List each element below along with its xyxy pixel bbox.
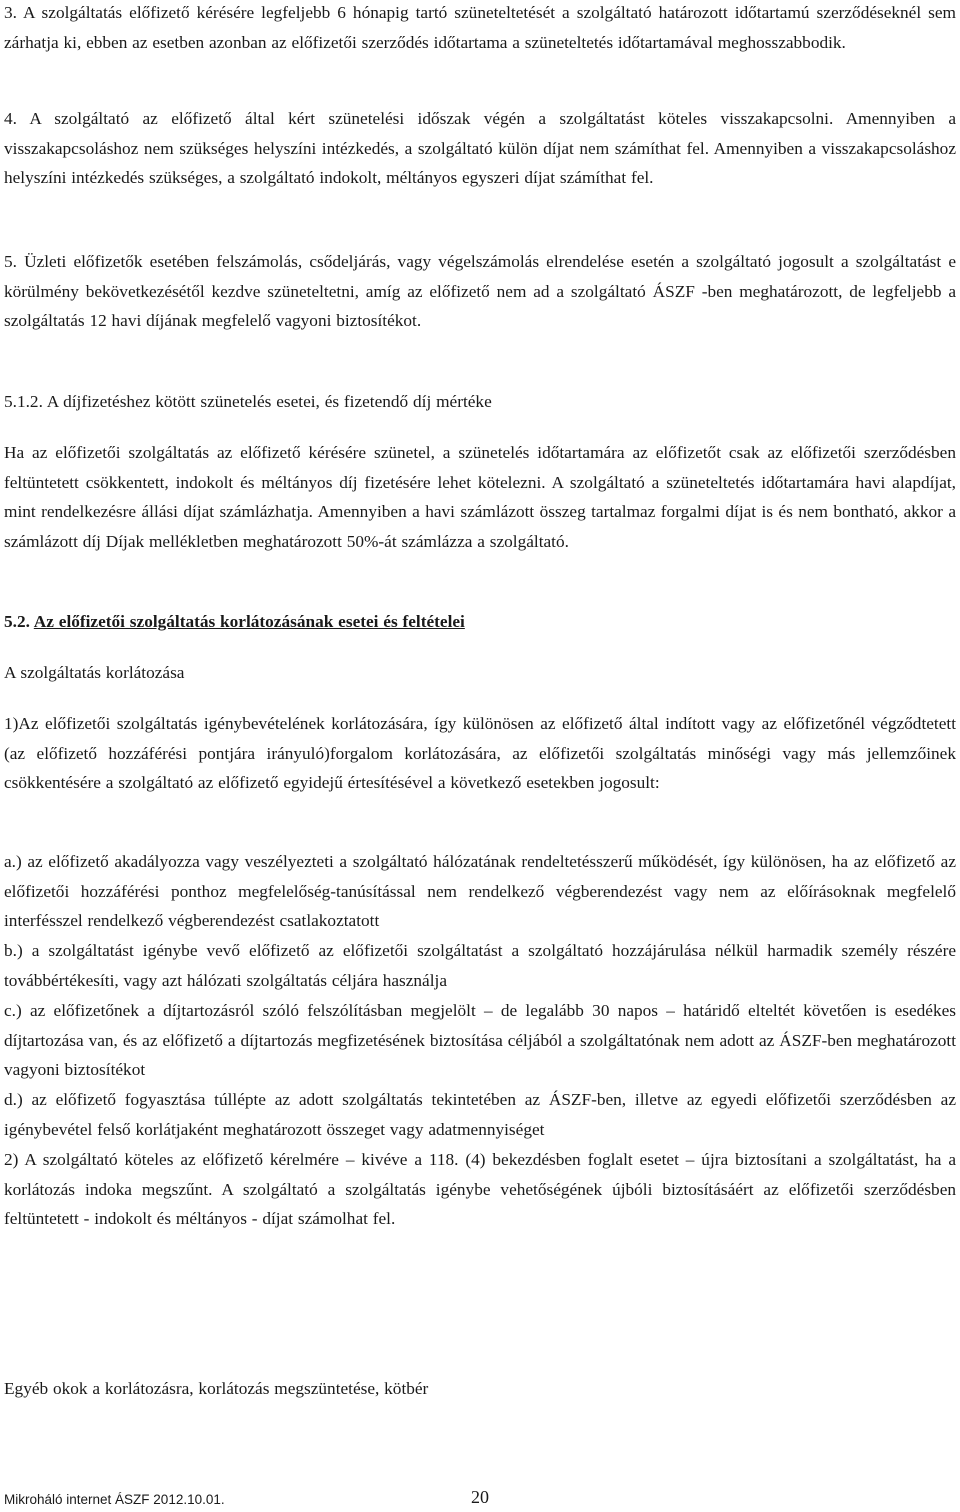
paragraph-5: 5. Üzleti előfizetők esetében felszámolás, csődeljárás, vagy végelszámolás elrendelése esetén a szolgáltató jogosult a szolgáltatást e körülmény bekövetkezésétől kezdve szüneteltetni, amíg az előfizető nem ad a szolgáltató ÁSZF -ben meghatározott, de legfeljebb a szolgáltatás 12 havi díjának megfelelő vagyoni biztosítékot. [4,252,956,331]
subheading-restriction: A szolgáltatás korlátozása [4,663,185,682]
section-heading-5-1-2: 5.1.2. A díjfizetéshez kötött szünetelés esetei, és fizetendő díj mértéke [4,392,492,411]
paragraph-item-d: d.) az előfizető fogyasztása túllépte az adott szolgáltatás tekintetében az ÁSZF-ben, illetve az egyedi előfizetői szerződésben az igénybevétel felső korlátjaként meghatározott összeget vagy adatmennyiséget [4,1090,956,1139]
footer-document-name: Mikroháló internet ÁSZF 2012.10.01. [4,1492,225,1507]
section-number: 5.2. [4,612,30,631]
paragraph-restriction-2: 2) A szolgáltató köteles az előfizető kérelmére – kivéve a 118. (4) bekezdésben foglalt esetet – újra biztosítani a szolgáltatást, ha a korlátozás indoka megszűnt. A szolgáltató a szolgáltatás igénybe vehetőségének újbóli biztosításáért az előfizetői szerződésben feltüntetett - indokolt és méltányos - díjat számolhat fel. [4,1150,956,1229]
paragraph-item-a: a.) az előfizető akadályozza vagy veszélyezteti a szolgáltató hálózatának rendeltetésszerű működését, így különösen, ha az előfizető az előfizetői hozzáférési ponthoz megfelelőség-tanúsítással nem rendelkező végberendezést vagy nem az előírásoknak megfelelő interfésszel rendelkező végberendezést csatlakoztatott [4,852,956,931]
paragraph-4: 4. A szolgáltató az előfizető által kért szünetelési időszak végén a szolgáltatást köteles visszakapcsolni. Amennyiben a visszakapcsoláshoz nem szükséges helyszíni intézkedés, a szolgáltató külön díjat nem számíthat fel. Amennyiben a visszakapcsoláshoz helyszíni intézkedés szükséges, a szolgáltató indokolt, méltányos egyszeri díjat számíthat fel. [4,109,956,188]
paragraph-restriction-1: 1)Az előfizetői szolgáltatás igénybevételének korlátozására, így különösen az előfizető által indított vagy az előfizetőnél végződtetett (az előfizető hozzáférési pontjára irányuló)forgalom korlátozására, az előfizetői szolgáltatás minőségi vagy más jellemzőinek csökkentésére a szolgáltató az előfizető egyidejű értesítésével a következő esetekben jogosult: [4,714,956,793]
page-footer [4,1487,956,1512]
paragraph-fee: Ha az előfizetői szolgáltatás az előfizető kérésére szünetel, a szünetelés időtartamára az előfizetőt csak az előfizetői szerződésben feltüntetett csökkentett, indokolt és méltányos díj fizetésére lehet kötelezni. A szolgáltató a szüneteltetés időtartamára havi alapdíjat, mint rendelkezésre állási díjat számlázhatja. Amennyiben a havi számlázott összeg tartalmaz forgalmi díjat is és nem bontható, akkor a számlázott díj Díjak mellékletben meghatározott 50%-át számlázza a szolgáltató. [4,443,956,551]
section-title: Az előfizetői szolgáltatás korlátozásának esetei és feltételei [33,612,465,631]
page-number: 20 [471,1487,489,1507]
paragraph-item-b: b.) a szolgáltatást igénybe vevő előfizető az előfizetői szolgáltatást a szolgáltató hozzájárulása nélkül harmadik személy részére továbbértékesíti, vagy azt hálózati szolgáltatás céljára használja [4,941,956,990]
paragraph-3: 3. A szolgáltatás előfizető kérésére legfeljebb 6 hónapig tartó szüneteltetését a szolgáltató határozott időtartamú szerződéseknél sem zárhatja ki, ebben az esetben azonban az előfizetői szerződés időtartama a szüneteltetés időtartamával meghosszabbodik. [4,3,956,52]
paragraph-item-c: c.) az előfizetőnek a díjtartozásról szóló felszólításban megjelölt – de legalább 30 napos – határidő elteltét követően is esedékes díjtartozása van, és az előfizető a díjtartozás megfizetésének biztosítása céljából a szolgáltatónak nem adott az ÁSZF-ben meghatározott vagyoni biztosítékot [4,1001,956,1080]
section-heading-5-2 [4,607,956,637]
subheading-other-reasons: Egyéb okok a korlátozásra, korlátozás megszüntetése, kötbér [4,1379,429,1398]
